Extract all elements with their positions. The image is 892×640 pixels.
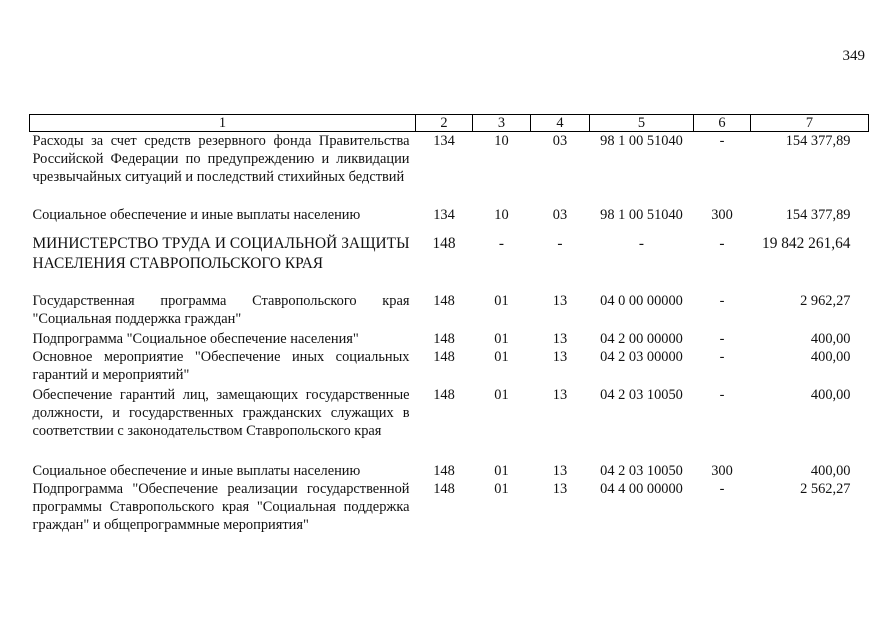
ministry-code: 148 (433, 480, 455, 497)
section-code: 01 (494, 292, 509, 309)
expense-type-code: 300 (711, 462, 733, 479)
target-article-code: 98 1 00 51040 (600, 206, 683, 223)
table-row (30, 206, 869, 234)
subsection-code: 13 (552, 462, 568, 479)
column-header: 1 (30, 115, 416, 132)
section-code: 10 (494, 206, 509, 223)
table-row (30, 462, 869, 480)
ministry-code: 148 (433, 292, 455, 309)
ministry-code: 134 (433, 206, 455, 223)
amount: 2 962,27 (800, 292, 851, 309)
expense-name: Подпрограмма "Обеспечение реализации государственной программы Ставропольского края "Социальная поддержка граждан" и общепрограммные мероприятия" (32, 480, 410, 533)
target-article-code: 98 1 00 51040 (600, 133, 683, 149)
column-header: 4 (531, 115, 590, 132)
column-header: 3 (473, 115, 531, 132)
expense-name: Расходы за счет средств резервного фонда Правительства Российской Федерации по предупреждению и ликвидации чрезвычайных ситуаций и последствий стихийных бедствий (32, 133, 410, 185)
table-row (30, 330, 869, 348)
amount: 19 842 261,64 (762, 234, 851, 252)
expense-type-code: - (719, 234, 725, 252)
ministry-code: 148 (433, 386, 455, 403)
amount: 400,00 (810, 348, 851, 365)
target-article-code: 04 2 03 10050 (600, 386, 683, 403)
expense-type-code: - (719, 330, 725, 347)
section-code: 01 (494, 330, 509, 347)
section-code: 01 (494, 462, 509, 479)
subsection-code: - (557, 234, 563, 252)
expense-type-code: 300 (711, 206, 733, 223)
table-row (30, 234, 869, 292)
column-header: 7 (751, 115, 869, 132)
expense-type-code: - (719, 133, 725, 149)
ministry-code: 148 (433, 348, 455, 365)
amount: 400,00 (810, 330, 851, 347)
amount: 2 562,27 (800, 480, 851, 497)
table-row (30, 348, 869, 386)
expense-type-code: - (719, 480, 725, 497)
expense-type-code: - (719, 348, 725, 365)
table-row (30, 480, 869, 536)
subsection-code: 03 (552, 133, 568, 149)
expense-name: Подпрограмма "Социальное обеспечение населения" (32, 330, 359, 347)
target-article-code: 04 2 03 10050 (600, 462, 683, 479)
expense-name: Социальное обеспечение и иные выплаты населению (32, 462, 361, 479)
amount: 400,00 (810, 386, 851, 403)
ministry-code: 148 (433, 330, 455, 347)
table-header-row (30, 115, 869, 132)
section-code: - (498, 234, 505, 252)
amount: 154 377,89 (785, 133, 851, 149)
section-code: 01 (494, 386, 509, 403)
table-row (30, 386, 869, 462)
expense-type-code: - (719, 386, 725, 403)
target-article-code: 04 2 03 00000 (600, 348, 683, 365)
ministry-name: МИНИСТЕРСТВО ТРУДА И СОЦИАЛЬНОЙ ЗАЩИТЫ НАСЕЛЕНИЯ СТАВРОПОЛЬСКОГО КРАЯ (32, 234, 410, 272)
ministry-code: 134 (433, 133, 455, 149)
budget-table (29, 114, 869, 536)
target-article-code: 04 2 00 00000 (600, 330, 683, 347)
subsection-code: 13 (552, 348, 568, 365)
subsection-code: 13 (552, 386, 568, 403)
expense-type-code: - (719, 292, 725, 309)
subsection-code: 13 (552, 330, 568, 347)
expense-name: Государственная программа Ставропольского края "Социальная поддержка граждан" (32, 292, 410, 327)
page-number: 349 (842, 48, 865, 64)
section-code: 01 (494, 348, 509, 365)
section-code: 10 (494, 133, 509, 149)
subsection-code: 13 (552, 480, 568, 497)
target-article-code: - (638, 234, 645, 252)
table-row (30, 132, 869, 206)
subsection-code: 03 (552, 206, 568, 223)
expense-name: Социальное обеспечение и иные выплаты населению (32, 206, 361, 223)
ministry-code: 148 (432, 234, 456, 252)
target-article-code: 04 4 00 00000 (600, 480, 683, 497)
column-header: 5 (590, 115, 694, 132)
column-header: 6 (694, 115, 751, 132)
target-article-code: 04 0 00 00000 (600, 292, 683, 309)
subsection-code: 13 (552, 292, 568, 309)
expense-name: Основное мероприятие "Обеспечение иных социальных гарантий и мероприятий" (32, 348, 410, 383)
column-header: 2 (416, 115, 473, 132)
amount: 154 377,89 (785, 206, 851, 223)
table-row (30, 292, 869, 330)
amount: 400,00 (810, 462, 851, 479)
ministry-code: 148 (433, 462, 455, 479)
section-code: 01 (494, 480, 509, 497)
expense-name: Обеспечение гарантий лиц, замещающих государственные должности, и государственных гражданских служащих в соответствии с законодательством Ставропольского края (32, 386, 410, 439)
